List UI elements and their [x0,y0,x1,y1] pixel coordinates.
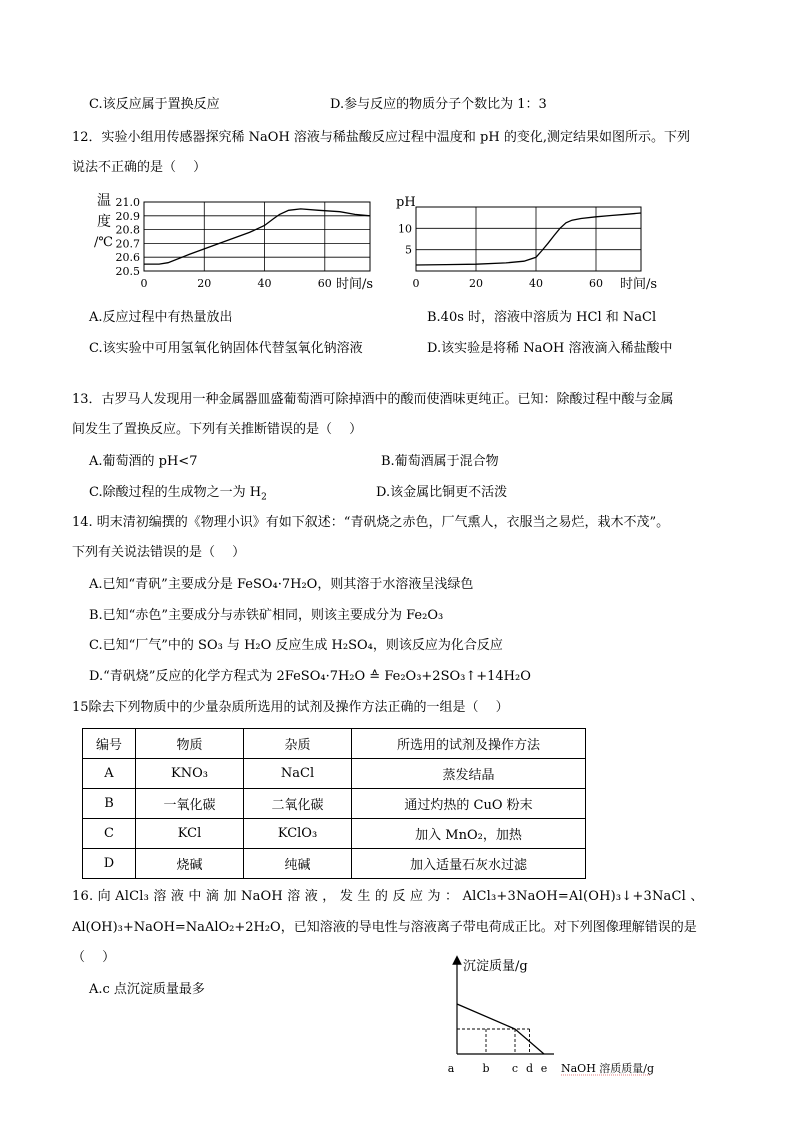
table-row [83,759,586,789]
q13-option-d: D.该金属比铜更不活泼 [376,485,508,500]
q13-stem-line1: 13．古罗马人发现用一种金属器皿盛葡萄酒可除掉酒中的酸而使酒味更纯正。已知：除酸过程中酸与金属 [72,392,674,407]
q13-option-c [89,485,267,506]
table-cell: 加入 MnO₂，加热 [352,819,586,849]
x-tick-label: 0 [140,277,148,290]
ph-ylabel: pH [396,195,416,210]
x-axis-label: 时间/s [336,277,374,292]
q16-precipitate-chart [430,950,670,1090]
table-header-row [83,729,586,759]
y-tick-label: 20.5 [115,265,140,278]
q16-xlabel: NaOH 溶质质量/g [561,1062,655,1075]
q12-stem-line2: 说法不正确的是（ ） [72,160,207,175]
q12-stem-line1: 12．实验小组用传感器探究稀 NaOH 溶液与稀盐酸反应过程中温度和 pH 的变化,测定结果如图所示。下列 [72,130,690,145]
table-header: 编号 [83,729,136,759]
table-cell: 一氧化碳 [136,789,244,819]
table-cell: KCl [136,819,244,849]
q16-ylabel: 沉淀质量/g [463,959,528,974]
q12-option-c: C.该实验中可用氢氧化钠固体代替氢氧化钠溶液 [89,341,363,356]
x-point-label: c [511,1062,519,1075]
x-tick-label: 20 [469,277,483,290]
precipitate-series-line [457,1004,544,1054]
table-cell: 蒸发结晶 [352,759,586,789]
q13-stem-line2: 间发生了置换反应。下列有关推断错误的是（ ） [72,422,363,437]
x-tick-label: 20 [197,277,212,290]
q13-option-c-sub: 2 [261,492,267,503]
table-cell: 纯碱 [244,849,352,879]
q15-stem: 15除去下列物质中的少量杂质所选用的试剂及操作方法正确的一组是（ ） [72,700,509,715]
table-cell: 烧碱 [136,849,244,879]
table-cell: C [83,819,136,849]
x-tick-label: 40 [529,277,543,290]
table-cell: 加入适量石灰水过滤 [352,849,586,879]
y-tick-label: 10 [398,222,412,236]
q16-option-a: A.c 点沉淀质量最多 [89,982,205,997]
temp-ylabel-1: 温 [97,193,111,209]
table-cell: NaCl [244,759,352,789]
q13-option-a: A.葡萄酒的 pH<7 [89,454,198,469]
q14-stem-line2: 下列有关说法错误的是（ ） [72,545,246,560]
table-row [83,819,586,849]
q11-option-c: C.该反应属于置换反应 [89,97,220,112]
q15-table [82,728,586,879]
x-point-label: b [482,1062,490,1075]
temperature-series-line [144,209,370,264]
table-cell: B [83,789,136,819]
temp-plot-frame [144,202,370,271]
q14-stem-line1: 14. 明末清初编撰的《物理小识》有如下叙述：“青矾烧之赤色，厂气熏人，衣服当之易烂，栽木不茂”。 [72,515,670,530]
table-cell: KNO₃ [136,759,244,789]
ph-series-line [416,213,641,265]
q11-option-d: D.参与反应的物质分子个数比为 1：3 [330,97,547,112]
y-tick-label: 5 [405,243,412,257]
q12-option-b: B.40s 时，溶液中溶质为 HCl 和 NaCl [427,310,657,325]
q14-option-b: B.已知“赤色”主要成分与赤铁矿相同，则该主要成分为 Fe₂O₃ [89,608,444,623]
ph-plot-frame [416,207,641,271]
x-point-label: e [540,1062,548,1075]
table-header: 所选用的试剂及操作方法 [352,729,586,759]
table-row [83,789,586,819]
table-cell: D [83,849,136,879]
q16-plot [448,1004,548,1075]
q14-option-a: A.已知“青矾”主要成分是 FeSO₄·7H₂O，则其溶于水溶液呈浅绿色 [89,577,474,592]
ph-chart [396,195,657,292]
x-tick-label: 40 [257,277,272,290]
y-tick-label: 20.9 [115,209,140,223]
q16-stem-line3: （ ） [72,950,116,965]
x-point-label: d [525,1062,534,1075]
table-header: 杂质 [244,729,352,759]
table-header: 物质 [136,729,244,759]
q13-option-c-text: C.除酸过程的生成物之一为 H [89,485,262,500]
q14-option-c: C.已知“厂气”中的 SO₃ 与 H₂O 反应生成 H₂SO₄，则该反应为化合反应 [89,638,503,653]
table-cell: KClO₃ [244,819,352,849]
table-cell: 二氧化碳 [244,789,352,819]
x-tick-label: 60 [589,277,603,290]
q13-option-b: B.葡萄酒属于混合物 [381,454,499,469]
y-tick-label: 20.8 [115,223,140,237]
temp-ylabel-3: /℃ [94,235,113,250]
table-cell: 通过灼热的 CuO 粉末 [352,789,586,819]
table-cell: A [83,759,136,789]
x-axis-label: 时间/s [620,277,658,292]
y-tick-label: 21.0 [115,196,140,209]
x-tick-label: 0 [412,277,420,290]
x-point-label: a [447,1062,455,1075]
q16-stem-line1: 16. 向 AlCl₃ 溶 液 中 滴 加 NaOH 溶 液 ， 发 生 的 反 应 为 ： AlCl₃+3NaOH=Al(OH)₃↓+3NaCl 、 [72,889,704,904]
temp-ylabel-2: 度 [97,214,111,230]
q12-option-a: A.反应过程中有热量放出 [89,310,233,325]
q14-option-d: D.“青矾烧”反应的化学方程式为 2FeSO₄·7H₂O ≙ Fe₂O₃+2SO₃↑+14H₂O [89,669,531,684]
table-row [83,849,586,879]
q12-option-d: D.该实验是将稀 NaOH 溶液滴入稀盐酸中 [427,341,673,356]
y-tick-label: 20.7 [115,237,140,251]
y-tick-label: 20.6 [115,251,140,265]
temperature-chart [94,193,373,292]
q16-stem-line2: Al(OH)₃+NaOH=NaAlO₂+2H₂O，已知溶液的导电性与溶液离子带电荷成正比。对下列图像理解错误的是 [72,920,697,935]
x-tick-label: 60 [317,277,332,290]
